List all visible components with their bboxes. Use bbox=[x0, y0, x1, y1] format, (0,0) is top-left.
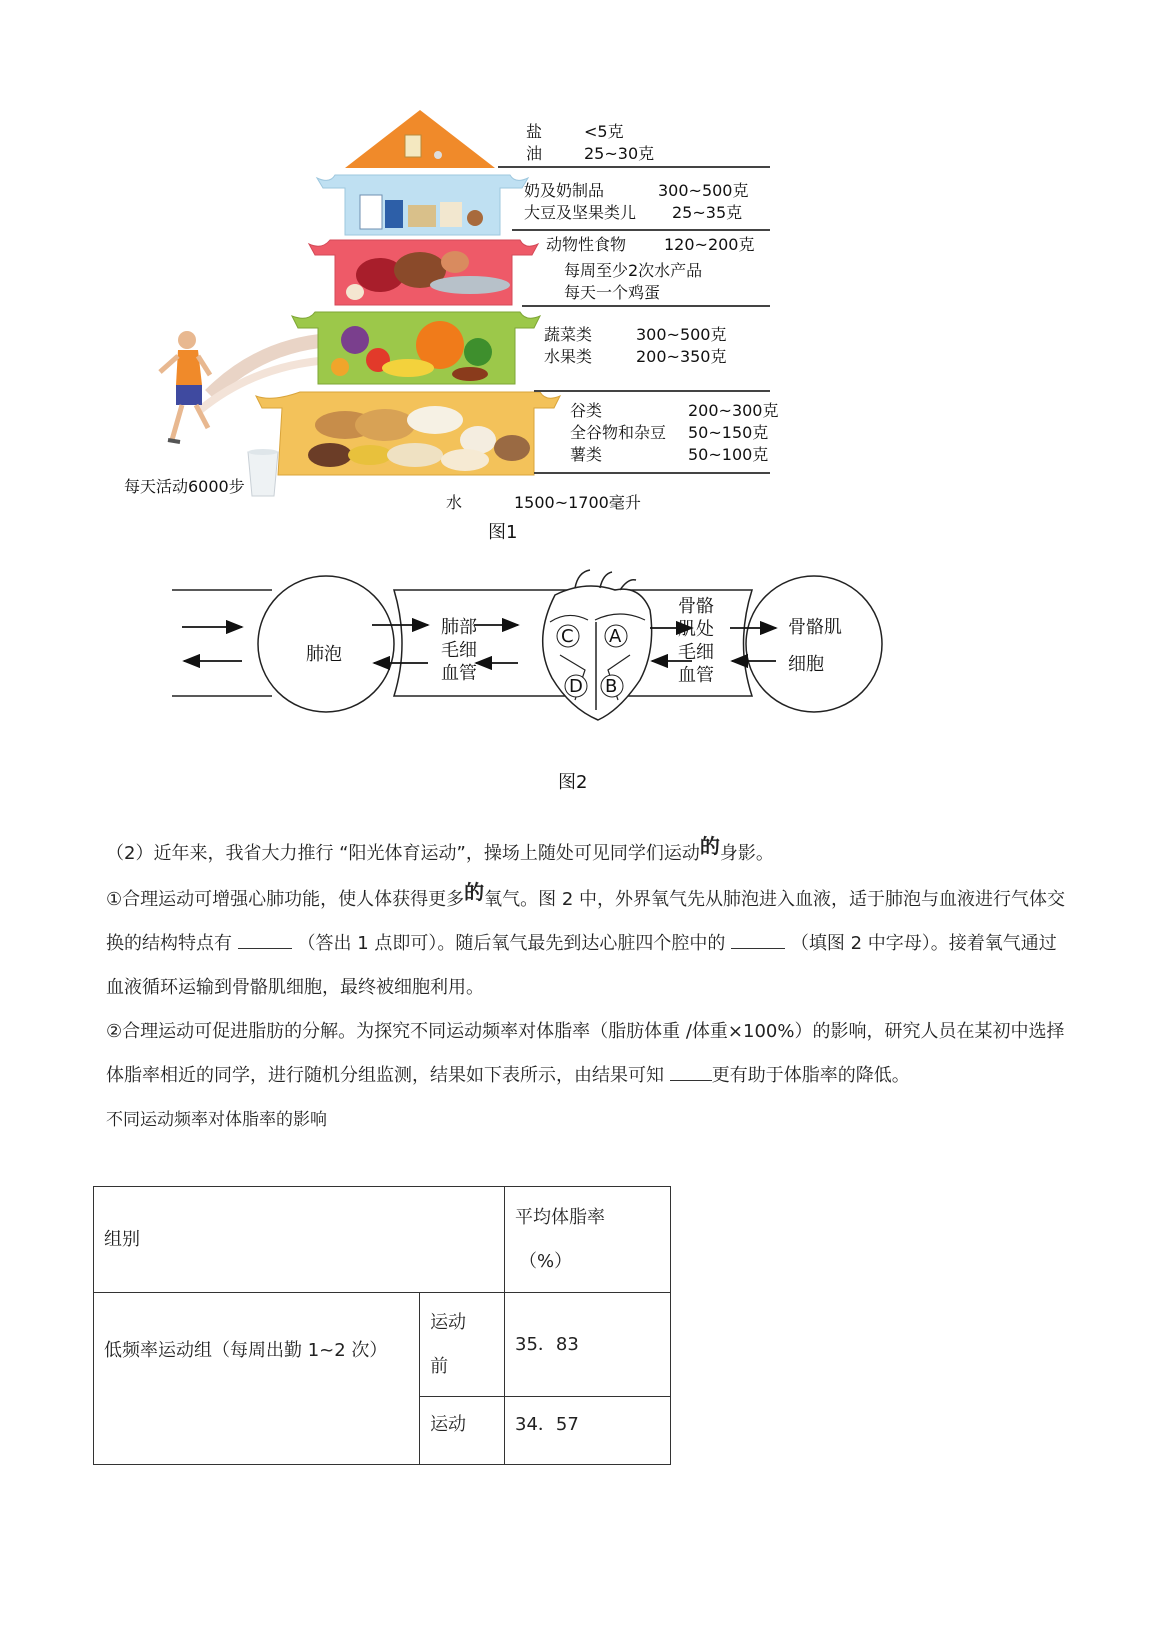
figure1-food-pyramid bbox=[0, 0, 1158, 560]
question-part1: ①合理运动可增强心肺功能，使人体获得更多的氧气。图 2 中，外界氧气先从肺泡进入血液，适于肺泡与血液进行气体交换的结构特点有 （答出 1 点即可）。随后氧气最先到达心脏四个腔中的 （填图 2 中字母）。接着氧气通过血液循环运输到骨骼肌细胞，最终被细胞利用。 bbox=[106, 880, 1066, 998]
table-header-row bbox=[94, 1187, 671, 1293]
tier5-row2-amount: 50~150克 bbox=[688, 423, 769, 442]
tier5-row1-name: 谷类 bbox=[570, 401, 603, 420]
tier1-rule bbox=[498, 166, 770, 168]
tier1-row2-amount: 25~30克 bbox=[584, 144, 655, 163]
tier1-row1-amount: <5克 bbox=[584, 122, 624, 141]
row2-value: 34．57 bbox=[505, 1397, 671, 1465]
muscle-cell-line2: 细胞 bbox=[788, 654, 824, 675]
tier1-row1-name: 盐 bbox=[526, 122, 543, 141]
answer-blank-3[interactable] bbox=[670, 1060, 712, 1081]
question-block bbox=[106, 830, 1066, 1142]
muscle-capillary-line2: 肌处 bbox=[678, 619, 714, 640]
row1-value: 35．83 bbox=[505, 1293, 671, 1397]
figure2-caption: 图2 bbox=[558, 772, 588, 793]
muscle-cell-circle bbox=[746, 576, 882, 712]
water-glass bbox=[248, 452, 278, 496]
tier2-row2-amount: 25~35克 bbox=[672, 203, 743, 222]
water-name: 水 bbox=[446, 493, 463, 512]
circulation-graphic bbox=[0, 560, 1158, 800]
muscle-capillary-line4: 血管 bbox=[678, 665, 714, 686]
muscle-cell-line1: 骨骼肌 bbox=[788, 617, 842, 638]
tier3-row1-amount: 120~200克 bbox=[664, 235, 755, 254]
tier1-row2-name: 油 bbox=[526, 144, 543, 163]
tier2-row2-name: 大豆及坚果类儿 bbox=[524, 203, 637, 222]
tier2-row1-name: 奶及奶制品 bbox=[524, 181, 605, 200]
tier3-note2: 每天一个鸡蛋 bbox=[564, 283, 661, 302]
header-value: 平均体脂率 （%） bbox=[505, 1187, 671, 1293]
muscle-capillary-line3: 毛细 bbox=[678, 642, 714, 663]
runner-figure bbox=[160, 331, 210, 442]
row1-phase: 运动 前 bbox=[420, 1293, 505, 1397]
tier4-row2-amount: 200~350克 bbox=[636, 347, 727, 366]
tier5-row3-name: 薯类 bbox=[570, 445, 603, 464]
tier4-rule bbox=[534, 390, 770, 392]
body-fat-table bbox=[93, 1186, 671, 1465]
tier4-row1-name: 蔬菜类 bbox=[544, 325, 593, 344]
tier3-row1-name: 动物性食物 bbox=[546, 235, 627, 254]
tier3-rule bbox=[522, 305, 770, 307]
header-group: 组别 bbox=[94, 1187, 505, 1293]
lung-capillary-line2: 毛细 bbox=[441, 640, 477, 661]
heart-icon bbox=[543, 570, 652, 720]
alveolus-label: 肺泡 bbox=[306, 644, 342, 665]
table-row bbox=[94, 1293, 671, 1397]
tier2-row1-amount: 300~500克 bbox=[658, 181, 749, 200]
tier4-row2-name: 水果类 bbox=[544, 347, 593, 366]
group-low-frequency: 低频率运动组（每周出勤 1~2 次） bbox=[94, 1293, 420, 1465]
chamber-label-b: B bbox=[605, 676, 618, 697]
tier4-row1-amount: 300~500克 bbox=[636, 325, 727, 344]
figure1-caption: 图1 bbox=[488, 522, 518, 543]
tier2-rule bbox=[512, 229, 770, 231]
tier3-note1: 每周至少2次水产品 bbox=[564, 261, 703, 280]
figure2-circulation-diagram bbox=[0, 560, 1158, 800]
question-intro: （2）近年来，我省大力推行 “阳光体育运动”，操场上随处可见同学们运动的身影。 bbox=[106, 834, 774, 864]
row2-phase: 运动 bbox=[420, 1397, 505, 1465]
chamber-label-a: A bbox=[609, 626, 622, 647]
question-part2: ②合理运动可促进脂肪的分解。为探究不同运动频率对体脂率（脂肪体重 /体重×100%）的影响，研究人员在某初中选择体脂率相近的同学，进行随机分组监测，结果如下表所示，由结果可知 更有助于体脂率的降低。 bbox=[106, 1021, 1065, 1086]
tier5-row3-amount: 50~100克 bbox=[688, 445, 769, 464]
chamber-label-c: C bbox=[561, 626, 574, 647]
answer-blank-1[interactable] bbox=[238, 928, 292, 949]
tier5-rule bbox=[534, 472, 770, 474]
table-title: 不同运动频率对体脂率的影响 bbox=[106, 1110, 327, 1130]
activity-label: 每天活动6000步 bbox=[124, 477, 245, 496]
tier5-row2-name: 全谷物和杂豆 bbox=[570, 423, 667, 442]
chamber-label-d: D bbox=[569, 676, 583, 697]
muscle-capillary-line1: 骨骼 bbox=[678, 596, 714, 617]
answer-blank-2[interactable] bbox=[731, 928, 785, 949]
lung-capillary-line3: 血管 bbox=[441, 663, 477, 684]
lung-capillary-line1: 肺部 bbox=[441, 617, 477, 638]
water-amount: 1500~1700毫升 bbox=[514, 493, 641, 512]
tier5-row1-amount: 200~300克 bbox=[688, 401, 779, 420]
